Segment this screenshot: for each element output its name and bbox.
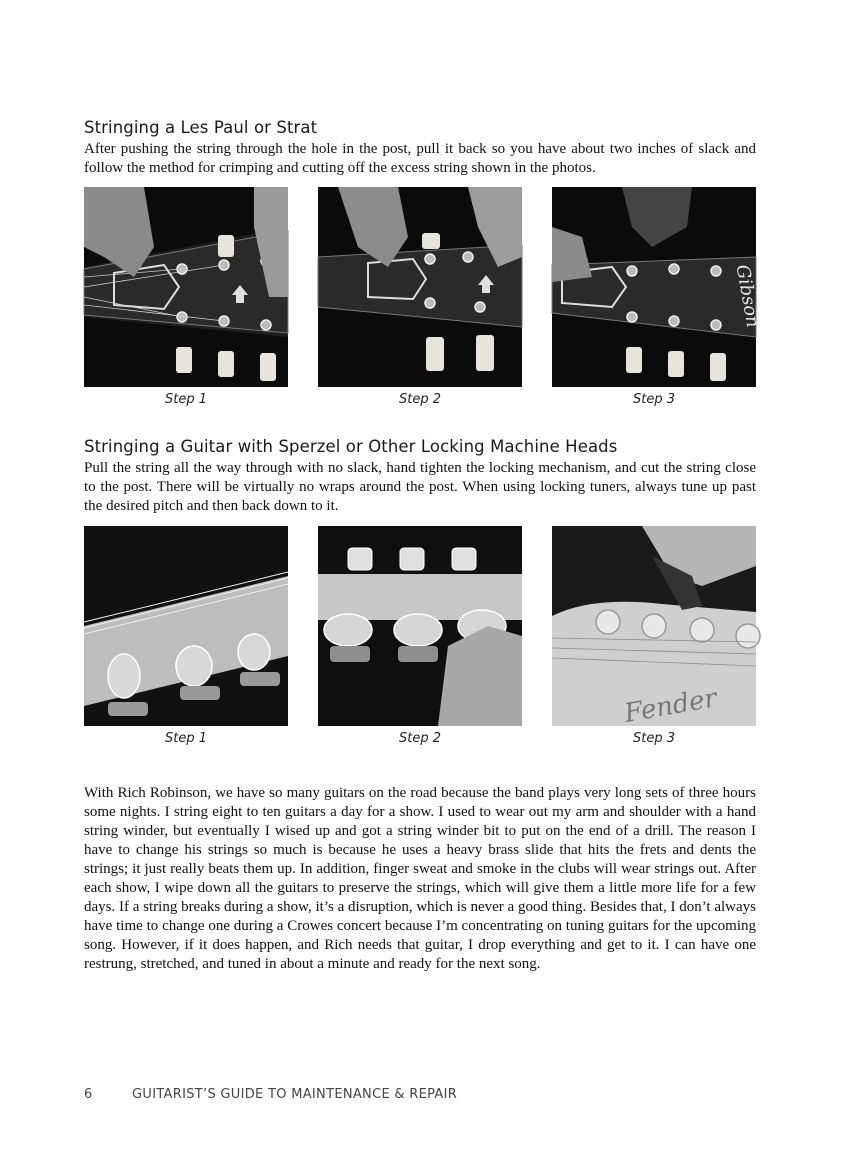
photo-locking-step-2 — [318, 526, 522, 726]
section-heading-les-paul: Stringing a Les Paul or Strat — [84, 118, 318, 137]
book-title: GUITARIST’S GUIDE TO MAINTENANCE & REPAIR — [132, 1087, 458, 1102]
caption-les-paul-step-1: Step 1 — [164, 392, 207, 407]
section-intro-les-paul: After pushing the string through the hole in the post, pull it back so you have about two inches of slack and follow the method for crimping and cutting off the excess string shown in the photos. — [84, 141, 756, 176]
photo-les-paul-step-1 — [84, 187, 288, 387]
caption-locking-step-2: Step 2 — [398, 731, 441, 746]
caption-les-paul-step-3: Step 3 — [632, 392, 675, 407]
caption-locking-step-1: Step 1 — [164, 731, 207, 746]
section-intro-locking-tuners: Pull the string all the way through with no slack, hand tighten the locking mechanism, and cut the string close to the post. There will be virtually no wraps around the post. When using locking tuners, always tune up past the desired pitch and then back down to it. — [84, 460, 756, 514]
caption-locking-step-3: Step 3 — [632, 731, 675, 746]
page-footer — [84, 1087, 457, 1102]
caption-les-paul-step-2: Step 2 — [398, 392, 441, 407]
gibson-logo: Gibson — [731, 263, 764, 330]
body-paragraph: With Rich Robinson, we have so many guitars on the road because the band plays very long sets of three hours some nights. I string eight to ten guitars a day for a show. I used to wear out my arm and shoulder with a hand string winder, but eventually I wised up and got a string winder bit to put on the end of a drill. The reason I have to change his strings so much is because he uses a heavy brass slide that hits the frets and dents the strings; it just really beats them up. In addition, finger sweat and smoke in the clubs will wear strings out. After each show, I wipe down all the guitars to preserve the strings, which will give them a little more life for a few days. If a string breaks during a show, it’s a disruption, which is never a good thing. Besides that, I don’t always have time to change one during a Crowes concert because I’m concentrating on tuning guitars for the upcoming song. However, if it does happen, and Rich needs that guitar, I drop everything and get to it. I can have one restrung, stretched, and tuned in about a minute and ready for the next song. — [84, 785, 756, 972]
photo-locking-step-3 — [552, 526, 756, 729]
section-heading-locking-tuners: Stringing a Guitar with Sperzel or Other Locking Machine Heads — [84, 437, 618, 456]
fender-logo: Fender — [622, 683, 720, 729]
page-number: 6 — [84, 1087, 93, 1102]
photo-locking-step-1 — [84, 526, 288, 726]
photo-row-locking-tuners — [84, 526, 756, 729]
photo-les-paul-step-2 — [318, 187, 522, 387]
photo-les-paul-step-3 — [552, 187, 764, 387]
photo-row-les-paul — [84, 187, 764, 387]
